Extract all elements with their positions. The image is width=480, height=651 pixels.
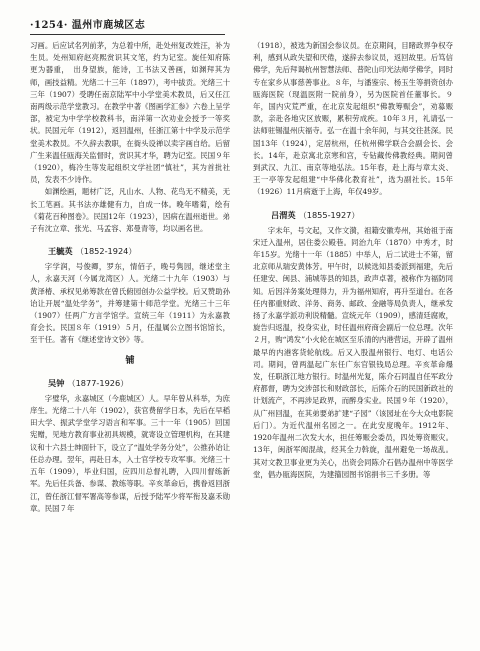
- section-heading: 铺: [125, 355, 135, 366]
- left-column: [30, 40, 238, 640]
- right-column: [253, 40, 453, 640]
- biography-text: 字未年，号文起，又作文漪，祖籍安徽寿州，其始祖于南宋迁入温州，居住娄公殿巷。同治九年（1870）中秀才，时年15岁。光绪十一年（1885）中举人，后二试进士不第，留北京师从瑞安黄体芳。甲午时，以候选知县委派到福建，先后任建安、闽县、浦城等县的知县，政声卓著，被称作为福防同知。后因洋务案处理得力，升为福州知府，再升至道台。在各任内都重财政、洋务、商务、邮政、金融等局负责人，继承发扬了永嘉学派功利说精髓。宣统元年（1909），感清廷腐败，旋告归返温，投身实业，时任温州府商会副后一位总理。次年２月，购“鸿发”小火轮在城区至乐清的内港营运，开辟了温州最早的内港客货轮航线。后又入股温州银行、电灯、电话公司。期间，曾两温起广东任广东官银钱局总理。辛亥革命爆发，任职浙江地方银行。时温州光复，陈介石同温自任军政分府都督，聘为交涉部长和财政部长，后陈介石的民国新政社的计划流产，不再涉足政界，而醉身实业。民国９年（1920），从广州回温，在其弟要弟扩建“子园”（该园址在今大众电影院后门）。为近代温州名园之一。在此安度晚年。1912年、1920年温州二次发大水，担任筹赈会委员，四处筹资赈灾。13年，闽浙军阀混战，经其全力斡旋，温州避免一场战乱。其对文教卫事业更为关心，出资会同陈介石倡办温州中等医学堂，倡办瓯海医院，为建籀园图书馆捐书三千多册。等: [253, 225, 453, 479]
- biography-heading: [48, 245, 230, 258]
- paragraph: （1918），被选为新国会参议员。在京期间，目睹政界争权夺利，感到从政失望和厌倦，遂辞去参议员，返回故里。后笃信佛学，先后拜谒杭州智慧法师、普陀山印光法师学佛学，同时专在家乡从事慈善事业。８年，与潘鉴宗、杨玉生等捐资创办瓯海医院（现温医附一院前身），另为医院首任董事长。９年，国内灾荒严重，在北京发起组织“佛教筹赈会”，劝募赈款，亲赴各地灾区放赈，累积劳成疾。10年３月，礼请弘一法师驻锡温州庆福寺。弘一在温十余年间，与其交往甚深。民国13年（1924），定居杭州，任杭州佛学联合会副会长、会长。14年，赴京寓北京寒和宫，专钻藏传佛教经典。期间曾到武汉、九江、南京等地弘法。15年春，赴上海与章太炎、王一亭等发起组建“中华佛化教育社”，选为副社长。15年（1926）11月病逝于上海，年仅49岁。: [253, 41, 453, 197]
- biography-text: 字学润，号俊卿，罗东，情佰子，晚号隽园，继述堂主人，永嘉天河（今属龙湾区）人。光绪二十九年（1903）与黄泽椿、承权见弟筹款在曾氏俯园创办公益学校。后又赞助孙诒让开展“温处学务”，并筹建第十师范学堂。光绪三十三年（1907）任两广方言学馆学。宣统三年（1911）为永嘉教育会长。民国８年（1919）５月，任温属公立图书馆馆长，至干任。著有《继述堂诗文钞》等。: [30, 262, 230, 345]
- paragraph: 如渊绘画，题材广泛，凡山水、人物、花鸟无不精美，无长工笔画。其书法亦雄健有力，自成一体。晚年嗜菊，绘有《菊花百种图卷》。民国12年（1923），因病在温州逝世。弟子有沈立章、张光、马孟容、郑曼青等，均以画名世。: [30, 187, 230, 234]
- life-dates: （1855-1927）: [298, 209, 360, 220]
- biography-heading: [48, 377, 230, 390]
- biography-text: 字璧华，永嘉城区（今鹿城区）人。早年曾从科举，为庶庠生。光绪二十八年（1902），获官费留学日本，先后在早稻田大学、振武学堂学习语言和军事。三十一年（1905）回国宪赠，见地方教育事业初具规模，就寄设立管理机构，在其建议和十六县士绅面针下，设立了“温处学务分处”，公推孙诒让任总办理。翌年，再赴日本，入士官学校专攻军事。光绪三十五年（1909），毕业归国，应四川总督礼聘，入四川督练新军。先后任兵备、参谋、教练等职。辛亥革命后，携眷返回浙江，曾任浙江督军署高等参谋，后授予陆军少将军衔及嘉禾勋章。民国７年: [30, 393, 230, 513]
- paragraph: 习画。后应试名列前茅，为总着中所，赴处州复改姓汪，补为生员。处州知府赵亮熙赏识其文笔，约为记室。旋任知府陈 更为器重， 出身望族，能诗，工书法又善画，如渊拜其为师，画技益精。光绪二十三年（1897），考中拔贡。光绪三十三年（1907）受聘任南京陆军中小学堂美术教员，后又任江南两级示范学堂教习。在教学中著《图画学汇参》六卷上呈学部，被定为中学学校教科书，南洋第一次劝业会授予一等奖状。民国元年（1912），返回温州，任浙江第十中学及示范学堂美术教员。不久辞去教职，在衙头设禅以卖字画自给。后留广生来温任瓯海关监督时，赏识其才华，聘为记室。民国９年（1920），梅冷生等发起组织文学社团“慎社”，其为首批社员，发表不少诗作。: [30, 41, 238, 185]
- running-header: ·1254· 温州市鹿城区志: [30, 20, 146, 31]
- biography-heading: [271, 209, 453, 222]
- header-rule: [30, 34, 225, 35]
- person-name: 吴钟: [48, 377, 65, 388]
- life-dates: （1852-1924）: [75, 246, 137, 257]
- person-name: 王毓英: [48, 246, 73, 257]
- person-name: 吕渭英: [271, 209, 296, 220]
- life-dates: （1877-1926）: [67, 377, 129, 388]
